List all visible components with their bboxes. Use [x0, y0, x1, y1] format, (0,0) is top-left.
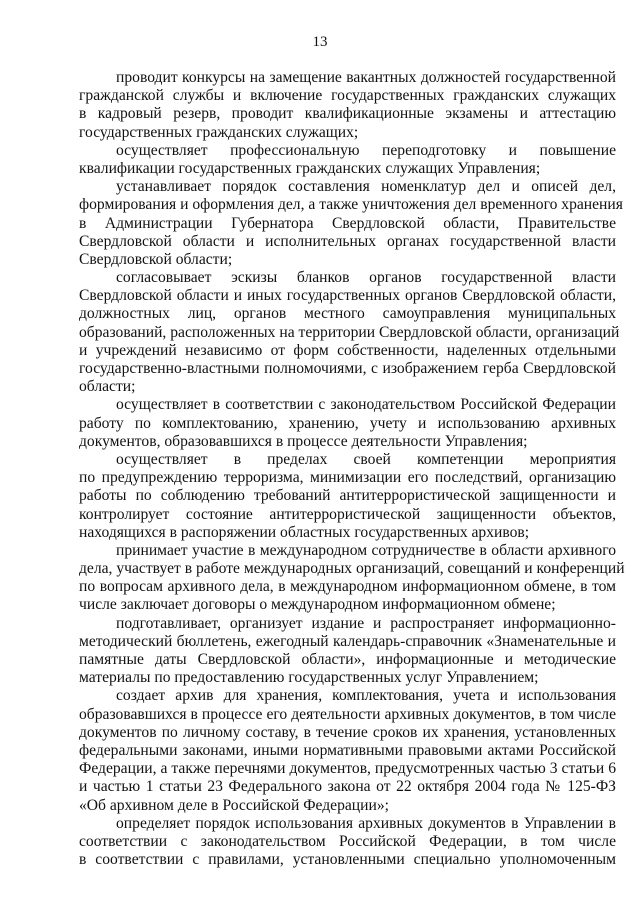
text-line: согласовывает эскизы бланков органов государственной власти [116, 269, 616, 287]
text-line: числе заключает договоры о международном информационном обмене; [79, 596, 556, 614]
text-line: памятные даты Свердловской области», информационные и методические [79, 651, 616, 668]
text-line: государственно-властными полномочиями, с изображением герба Свердловской [79, 360, 616, 377]
text-line: образований, расположенных на территории Свердловской области, организаций [79, 323, 620, 341]
text-line: документов по личному составу, в течение сроков их хранения, установленных [79, 723, 616, 741]
text-line: проводит конкурсы на замещение вакантных должностей государственной [116, 69, 616, 86]
text-line: в соответствии с правилами, установленными специально уполномоченным [79, 851, 616, 869]
text-line: Свердловской области; [79, 250, 233, 268]
text-line: определяет порядок использования архивных документов в Управлении в [116, 814, 616, 832]
text-line: Федерации, а также перечнями документов, предусмотренных частью 3 статьи 6 [79, 760, 616, 778]
text-line: «Об архивном деле в Российской Федерации»; [79, 796, 389, 814]
text-line: документов, образовавшихся в процессе деятельности Управления; [79, 432, 528, 450]
text-line: осуществляет профессиональную переподготовку и повышение [116, 141, 616, 159]
text-line: методический бюллетень, ежегодный календарь-справочник «Знаменательные и [79, 632, 616, 650]
text-line: осуществляет в пределах своей компетенции мероприятия [116, 450, 616, 468]
text-line: по вопросам архивного дела, в международном информационном обмене, в том [79, 578, 616, 596]
text-line: работы по соблюдению требований антитеррористической защищенности и [79, 487, 616, 505]
text-line: соответствии с законодательством Российской Федерации, в том числе [79, 832, 616, 850]
text-line: дела, участвует в работе международных организаций, совещаний и конференций [79, 560, 625, 578]
text-line: в кадровый резерв, проводит квалификационные экзамены и аттестацию [79, 105, 616, 123]
text-line: федеральными законами, иными нормативными правовыми актами Российской [79, 741, 616, 759]
text-line: и частью 1 статьи 23 Федерального закона от 22 октября 2004 года № 125-ФЗ [79, 778, 616, 796]
text-line: материалы по предоставлению государственных услуг Управлением; [79, 669, 539, 687]
page-number: 13 [312, 34, 328, 50]
text-line: квалификации государственных гражданских служащих Управления; [79, 159, 541, 177]
text-line: работу по комплектованию, хранению, учету и использованию архивных [79, 414, 616, 432]
text-line: создает архив для хранения, комплектования, учета и использования [116, 687, 616, 705]
text-line: по предупреждению терроризма, минимизации его последствий, организацию [79, 469, 616, 487]
body-text [79, 69, 625, 869]
text-line: области; [79, 378, 136, 396]
text-line: и учреждений независимо от форм собственности, наделенных отдельными [79, 341, 616, 359]
text-line: контролирует состояние антитеррористической защищенности объектов, [79, 505, 616, 523]
text-line: образовавшихся в процессе его деятельности архивных документов, в том числе [79, 705, 616, 723]
text-line: Свердловской области и иных государственных органов Свердловской области, [79, 287, 616, 305]
text-line: в Администрации Губернатора Свердловской области, Правительстве [79, 214, 616, 232]
text-line: Свердловской области и исполнительных органах государственной власти [79, 232, 616, 250]
text-line: гражданской службы и включение государственных гражданских служащих [79, 87, 616, 105]
text-line: устанавливает порядок составления номенклатур дел и описей дел, [116, 178, 616, 196]
text-line: находящихся в распоряжении областных государственных архивов; [79, 523, 530, 541]
text-line: подготавливает, организует издание и распространяет информационно- [116, 614, 616, 632]
text-line: должностных лиц, органов местного самоуправления муниципальных [79, 305, 616, 323]
text-line: принимает участие в международном сотрудничестве в области архивного [116, 541, 616, 559]
text-line: формирования и оформления дел, а также уничтожения дел временного хранения [79, 196, 623, 214]
text-line: осуществляет в соответствии с законодательством Российской Федерации [116, 396, 616, 414]
text-line: государственных гражданских служащих; [79, 123, 359, 141]
